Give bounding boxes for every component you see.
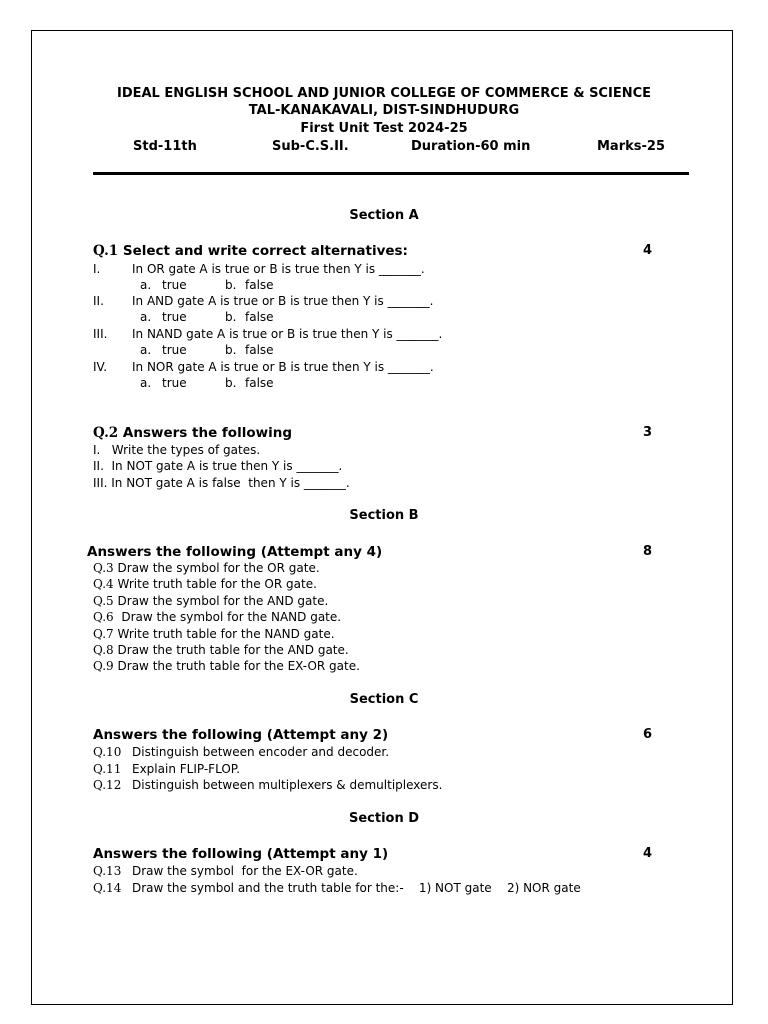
q1-item-number: IV.: [93, 360, 108, 374]
section-d-heading: Answers the following (Attempt any 1): [93, 846, 389, 862]
q1-option-b-text: false: [245, 376, 274, 390]
marks-label: Marks-25: [597, 139, 665, 154]
q1-item-text: In AND gate A is true or B is true then Y is _______.: [132, 294, 434, 308]
question-number: Q.13: [93, 864, 122, 878]
section-c-title: Section C: [349, 692, 419, 707]
question-number: Q.5: [93, 594, 114, 608]
std-label: Std-11th: [133, 139, 197, 154]
q2-item: I. Write the types of gates.: [93, 443, 261, 457]
question-number: Q.9: [93, 659, 114, 673]
question-number: Q.12: [93, 778, 122, 792]
q1-option-a-text: true: [162, 343, 187, 357]
list-item: [93, 643, 349, 657]
list-item: [93, 864, 358, 878]
question-number: Q.6: [93, 610, 114, 624]
question-text: Draw the symbol for the OR gate.: [117, 561, 320, 575]
q1-option-b-label: b.: [225, 310, 237, 324]
question-number: Q.11: [93, 762, 122, 776]
list-item: [93, 659, 360, 673]
q1-item-number: III.: [93, 327, 108, 341]
q1-marks: 4: [643, 243, 653, 258]
q1-item-text: In OR gate A is true or B is true then Y is _______.: [132, 262, 425, 276]
school-location: TAL-KANAKAVALI, DIST-SINDHUDURG: [248, 103, 520, 118]
q1-option-b-label: b.: [225, 376, 237, 390]
question-text: Draw the symbol for the EX-OR gate.: [132, 864, 358, 878]
header-divider: [93, 172, 689, 175]
section-b-title: Section B: [349, 508, 419, 523]
q1-option-b-label: b.: [225, 343, 237, 357]
q1-heading: [93, 243, 408, 259]
subject-label: Sub-C.S.II.: [272, 139, 349, 154]
question-text: Draw the symbol for the NAND gate.: [117, 610, 342, 624]
question-text: Distinguish between multiplexers & demultiplexers.: [132, 778, 443, 792]
q1-number: Q.1: [93, 243, 119, 259]
school-name: IDEAL ENGLISH SCHOOL AND JUNIOR COLLEGE OF COMMERCE & SCIENCE: [116, 86, 651, 101]
section-c-heading: Answers the following (Attempt any 2): [93, 727, 389, 743]
duration-label: Duration-60 min: [411, 139, 531, 154]
q1-item-text: In NAND gate A is true or B is true then Y is _______.: [132, 327, 443, 341]
q1-option-a-text: true: [162, 376, 187, 390]
section-d-marks: 4: [643, 846, 653, 861]
question-number: Q.8: [93, 643, 114, 657]
q1-option-a-label: a.: [140, 310, 152, 324]
section-d-title: Section D: [348, 811, 420, 826]
q1-item-number: II.: [93, 294, 104, 308]
q1-option-a-label: a.: [140, 278, 152, 292]
section-b-marks: 8: [643, 544, 653, 559]
question-number: Q.7: [93, 627, 114, 641]
q2-title: Answers the following: [122, 425, 292, 441]
q1-option-b-label: b.: [225, 278, 237, 292]
q1-option-a-text: true: [162, 278, 187, 292]
list-item: [93, 745, 389, 759]
list-item: [93, 881, 581, 895]
section-b-heading: Answers the following (Attempt any 4): [87, 544, 383, 560]
question-text: Draw the symbol and the truth table for the:- 1) NOT gate 2) NOR gate: [132, 881, 581, 895]
q1-option-a-label: a.: [140, 376, 152, 390]
q1-option-b-text: false: [245, 343, 274, 357]
q2-number: Q.2: [93, 425, 119, 441]
question-number: Q.14: [93, 881, 122, 895]
exam-title: First Unit Test 2024-25: [300, 121, 468, 136]
q2-marks: 3: [643, 425, 653, 440]
list-item: [93, 627, 335, 641]
q1-item-number: I.: [93, 262, 101, 276]
question-text: Write truth table for the OR gate.: [117, 577, 317, 591]
section-c-marks: 6: [643, 727, 653, 742]
q1-option-a-label: a.: [140, 343, 152, 357]
question-number: Q.10: [93, 745, 122, 759]
question-text: Write truth table for the NAND gate.: [117, 627, 335, 641]
list-item: [93, 561, 320, 575]
list-item: [93, 778, 442, 792]
question-number: Q.3: [93, 561, 114, 575]
q2-item: II. In NOT gate A is true then Y is _______.: [93, 459, 343, 473]
q1-item-text: In NOR gate A is true or B is true then Y is _______.: [132, 360, 434, 374]
list-item: [93, 610, 341, 624]
question-number: Q.4: [93, 577, 114, 591]
q1-option-b-text: false: [245, 310, 274, 324]
section-a-title: Section A: [349, 208, 419, 223]
q2-item: III. In NOT gate A is false then Y is _______.: [93, 476, 350, 490]
list-item: [93, 594, 328, 608]
question-text: Explain FLIP-FLOP.: [132, 762, 240, 776]
list-item: [93, 762, 240, 776]
question-text: Draw the truth table for the AND gate.: [117, 643, 349, 657]
list-item: [93, 577, 317, 591]
question-text: Distinguish between encoder and decoder.: [132, 745, 390, 759]
q1-title: Select and write correct alternatives:: [122, 243, 408, 259]
question-text: Draw the truth table for the EX-OR gate.: [117, 659, 360, 673]
question-text: Draw the symbol for the AND gate.: [117, 594, 329, 608]
q1-option-b-text: false: [245, 278, 274, 292]
q1-option-a-text: true: [162, 310, 187, 324]
q2-heading: [93, 425, 292, 441]
